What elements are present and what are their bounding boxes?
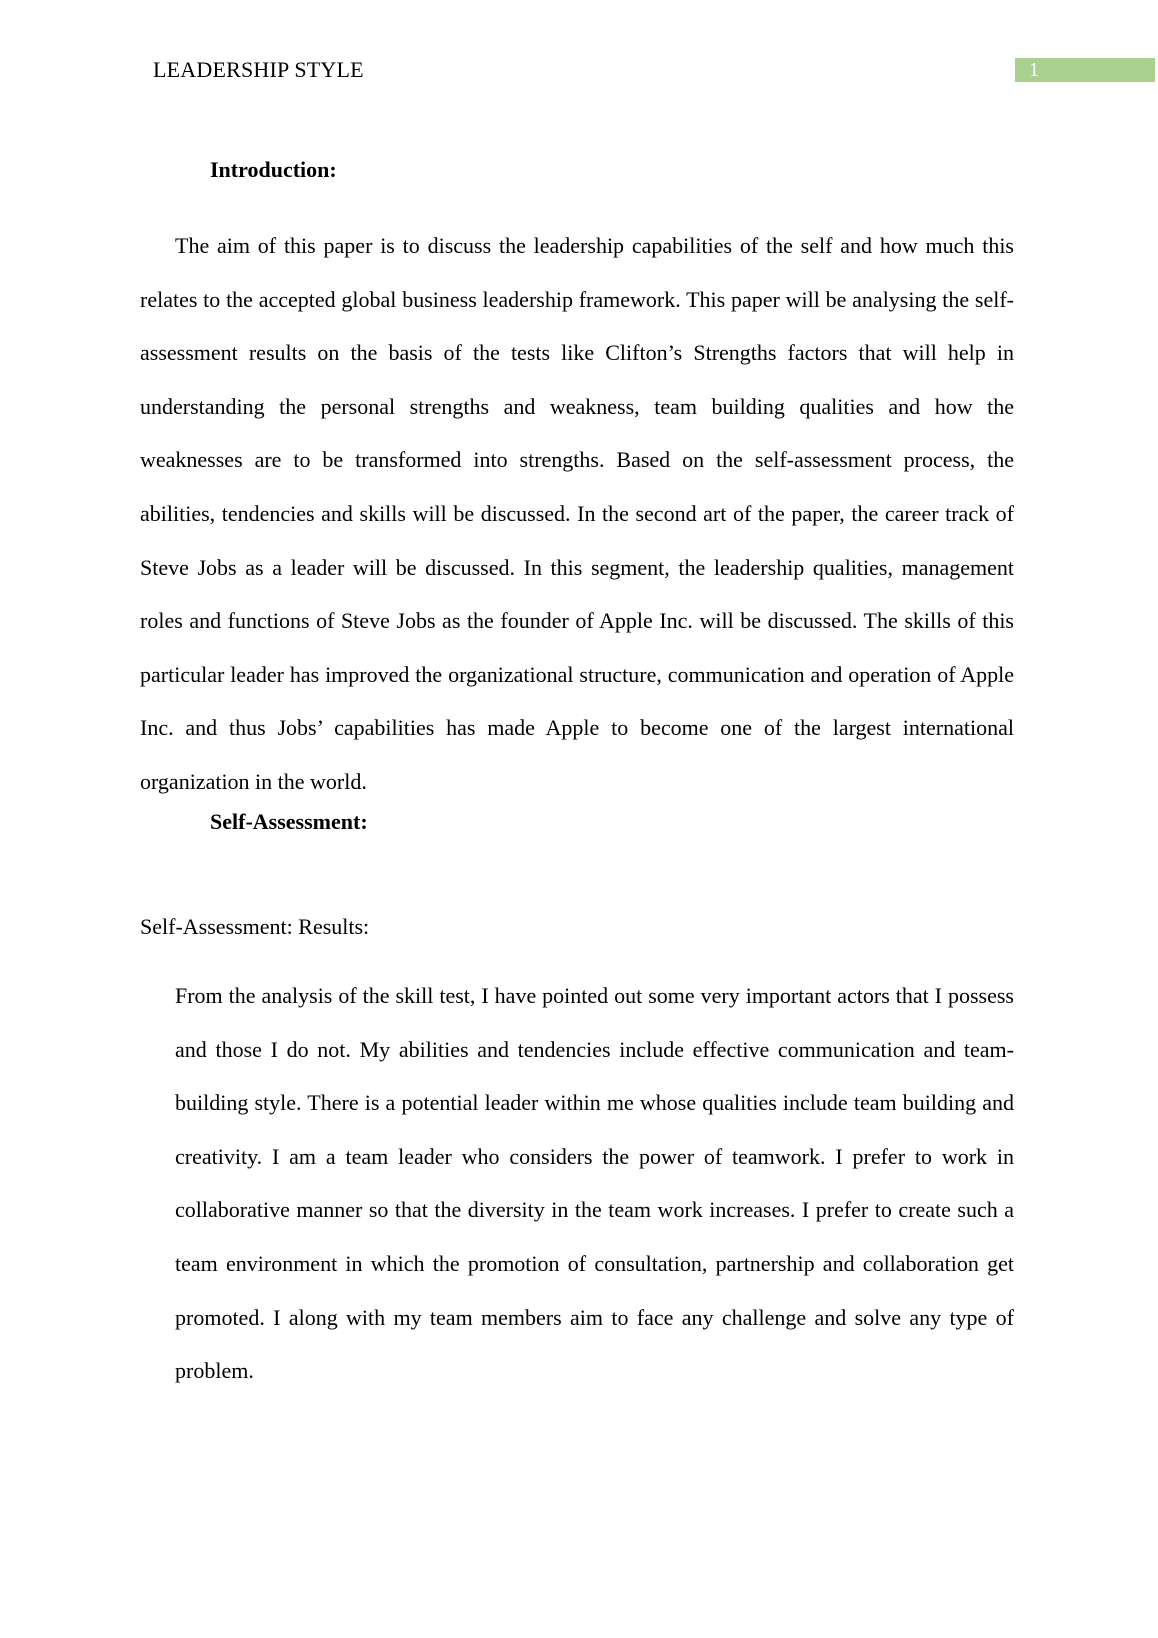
self-assessment-heading: Self-Assessment: [210,809,368,834]
introduction-heading: Introduction: [210,157,337,182]
running-head: LEADERSHIP STYLE [153,57,364,82]
introduction-paragraph: The aim of this paper is to discuss the leadership capabilities of the self and how much this relates to the accepted global business leadership framework. This paper will be analysing the self-assessment results on the basis of the tests like Clifton’s Strengths factors that will help in understanding the personal strengths and weakness, team building qualities and how the weaknesses are to be transformed into strengths. Based on the self-assessment process, the abilities, tendencies and skills will be discussed. In the second art of the paper, the career track of Steve Jobs as a leader will be discussed. In this segment, the leadership qualities, management roles and functions of Steve Jobs as the founder of Apple Inc. will be discussed. The skills of this particular leader has improved the organizational structure, communication and operation of Apple Inc. and thus Jobs’ capabilities has made Apple to become one of the largest international organization in the world. [140,233,1014,794]
self-assessment-results-subheading: Self-Assessment: Results: [140,914,370,939]
self-assessment-results-paragraph: From the analysis of the skill test, I have pointed out some very important actors that I possess and those I do not. My abilities and tendencies include effective communication and team-building style. There is a potential leader within me whose qualities include team building and creativity. I am a team leader who considers the power of teamwork. I prefer to work in collaborative manner so that the diversity in the team work increases. I prefer to create such a team environment in which the promotion of consultation, partnership and collaboration get promoted. I along with my team members aim to face any challenge and solve any type of problem. [175,983,1014,1384]
page-number: 1 [1015,58,1155,82]
